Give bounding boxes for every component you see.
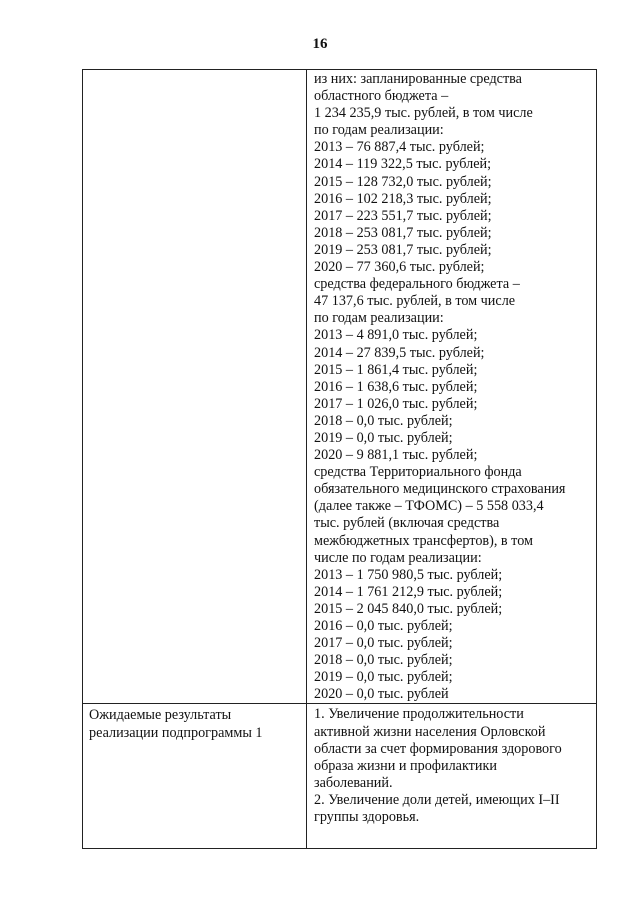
funding-line: 2014 – 119 322,5 тыс. рублей; bbox=[314, 156, 492, 173]
results-value-line: заболеваний. bbox=[314, 774, 393, 791]
results-value-line: активной жизни населения Орловской bbox=[314, 723, 546, 740]
funding-line: (далее также – ТФОМС) – 5 558 033,4 bbox=[314, 498, 544, 515]
funding-line: 2019 – 253 081,7 тыс. рублей; bbox=[314, 241, 492, 258]
results-label-line: Ожидаемые результаты bbox=[89, 707, 232, 724]
results-value-line: области за счет формирования здорового bbox=[314, 740, 562, 757]
funding-line: 2013 – 1 750 980,5 тыс. рублей; bbox=[314, 566, 503, 583]
funding-label-cell bbox=[83, 70, 307, 703]
funding-line: 2014 – 27 839,5 тыс. рублей; bbox=[314, 344, 485, 361]
funding-line: тыс. рублей (включая средства bbox=[314, 515, 500, 532]
funding-line: 2017 – 1 026,0 тыс. рублей; bbox=[314, 395, 478, 412]
funding-line: 2020 – 0,0 тыс. рублей bbox=[314, 686, 449, 703]
funding-line: 2018 – 0,0 тыс. рублей; bbox=[314, 412, 453, 429]
funding-line: по годам реализации: bbox=[314, 310, 444, 327]
funding-line: 2015 – 2 045 840,0 тыс. рублей; bbox=[314, 600, 503, 617]
results-row bbox=[83, 703, 596, 848]
funding-line: обязательного медицинского страхования bbox=[314, 481, 566, 498]
funding-line: 2020 – 9 881,1 тыс. рублей; bbox=[314, 447, 478, 464]
funding-line: областного бюджета – bbox=[314, 88, 449, 105]
results-label-line: реализации подпрограммы 1 bbox=[89, 724, 263, 741]
page-number: 16 bbox=[312, 36, 328, 52]
funding-row bbox=[83, 70, 596, 703]
funding-line: 2015 – 1 861,4 тыс. рублей; bbox=[314, 361, 478, 378]
funding-line: средства Территориального фонда bbox=[314, 464, 522, 481]
funding-line: 2019 – 0,0 тыс. рублей; bbox=[314, 429, 453, 446]
funding-line: 2016 – 1 638,6 тыс. рублей; bbox=[314, 378, 478, 395]
results-label-cell bbox=[83, 704, 307, 848]
funding-line: 2020 – 77 360,6 тыс. рублей; bbox=[314, 259, 485, 276]
results-value-line: 1. Увеличение продолжительности bbox=[314, 706, 524, 723]
funding-line: 1 234 235,9 тыс. рублей, в том числе bbox=[314, 105, 533, 122]
funding-line: 47 137,6 тыс. рублей, в том числе bbox=[314, 293, 516, 310]
funding-line: 2013 – 76 887,4 тыс. рублей; bbox=[314, 139, 485, 156]
funding-line: 2016 – 102 218,3 тыс. рублей; bbox=[314, 190, 492, 207]
funding-line: по годам реализации: bbox=[314, 122, 444, 139]
funding-line: 2013 – 4 891,0 тыс. рублей; bbox=[314, 327, 478, 344]
funding-line: 2018 – 253 081,7 тыс. рублей; bbox=[314, 224, 492, 241]
results-value-line: группы здоровья. bbox=[314, 809, 420, 826]
funding-line: 2019 – 0,0 тыс. рублей; bbox=[314, 669, 453, 686]
funding-line: числе по годам реализации: bbox=[314, 549, 482, 566]
funding-line: 2017 – 0,0 тыс. рублей; bbox=[314, 635, 453, 652]
funding-line: 2017 – 223 551,7 тыс. рублей; bbox=[314, 207, 492, 224]
funding-line: 2014 – 1 761 212,9 тыс. рублей; bbox=[314, 583, 503, 600]
funding-value-cell bbox=[307, 70, 596, 703]
funding-line: межбюджетных трансфертов), в том bbox=[314, 532, 533, 549]
funding-line: из них: запланированные средства bbox=[314, 71, 522, 87]
funding-line: 2018 – 0,0 тыс. рублей; bbox=[314, 652, 453, 669]
program-table bbox=[82, 69, 597, 849]
results-value-line: 2. Увеличение доли детей, имеющих I–II bbox=[314, 791, 560, 808]
results-value-line: образа жизни и профилактики bbox=[314, 757, 497, 774]
funding-line: 2015 – 128 732,0 тыс. рублей; bbox=[314, 173, 492, 190]
results-value-cell bbox=[307, 704, 596, 848]
funding-line: средства федерального бюджета – bbox=[314, 276, 520, 293]
funding-line: 2016 – 0,0 тыс. рублей; bbox=[314, 618, 453, 634]
